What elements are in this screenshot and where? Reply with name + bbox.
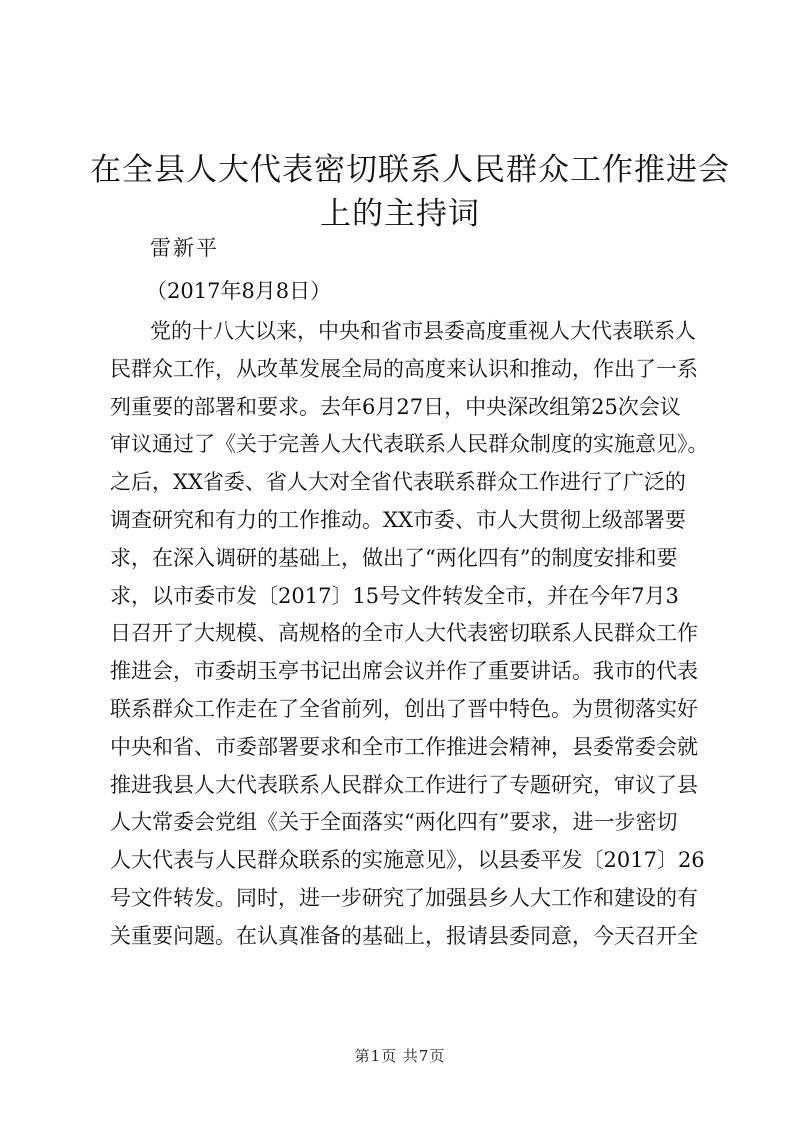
body-line: 党的十八大以来，中央和省市县委高度重视人大代表联系人: [150, 319, 696, 343]
body-line: 日召开了大规模、高规格的全市人大代表密切联系人民群众工作: [110, 621, 698, 646]
body-line: 人大代表与人民群众联系的实施意见》，以县委平发〔2017〕26: [110, 848, 705, 873]
body-line: 列重要的部署和要求。去年6月27日，中央深改组第25次会议: [110, 394, 681, 419]
body-text: [110, 313, 710, 956]
author-name: 雷新平: [150, 236, 219, 260]
document-title: [90, 148, 730, 236]
body-line: 审议通过了《关于完善人大代表联系人民群众制度的实施意见》。: [110, 432, 709, 457]
body-line: 关重要问题。在认真准备的基础上，报请县委同意，今天召开全: [110, 923, 698, 948]
body-line: 民群众工作，从改革发展全局的高度来认识和推动，作出了一系: [110, 356, 698, 381]
speech-date: （2017年8月8日）: [146, 279, 332, 303]
body-line: 求，以市委市发〔2017〕15号文件转发全市，并在今年7月3: [110, 583, 679, 608]
body-line: 号文件转发。同时，进一步研究了加强县乡人大工作和建设的有: [110, 885, 698, 910]
title-line-2: 上的主持词: [320, 196, 480, 232]
body-line: 求，在深入调研的基础上，做出了“两化四有”的制度安排和要: [110, 545, 678, 570]
page-footer: 第1页 共7页: [354, 1047, 446, 1065]
body-line: 推进会，市委胡玉亭书记出席会议并作了重要讲话。我市的代表: [110, 659, 698, 684]
body-line: 推进我县人大代表联系人民群众工作进行了专题研究，审议了县: [110, 772, 698, 797]
body-line: 调查研究和有力的工作推动。XX市委、市人大贯彻上级部署要: [110, 507, 686, 532]
body-line: 中央和省、市委部署要求和全市工作推进会精神，县委常委会就: [110, 734, 698, 759]
body-line: 联系群众工作走在了全省前列，创出了晋中特色。为贯彻落实好: [110, 696, 698, 721]
body-line: 人大常委会党组《关于全面落实“两化四有”要求，进一步密切: [110, 810, 678, 835]
body-line: 之后，XX省委、省人大对全省代表联系群众工作进行了广泛的: [110, 470, 686, 495]
title-line-1: 在全县人大代表密切联系人民群众工作推进会: [90, 152, 730, 188]
